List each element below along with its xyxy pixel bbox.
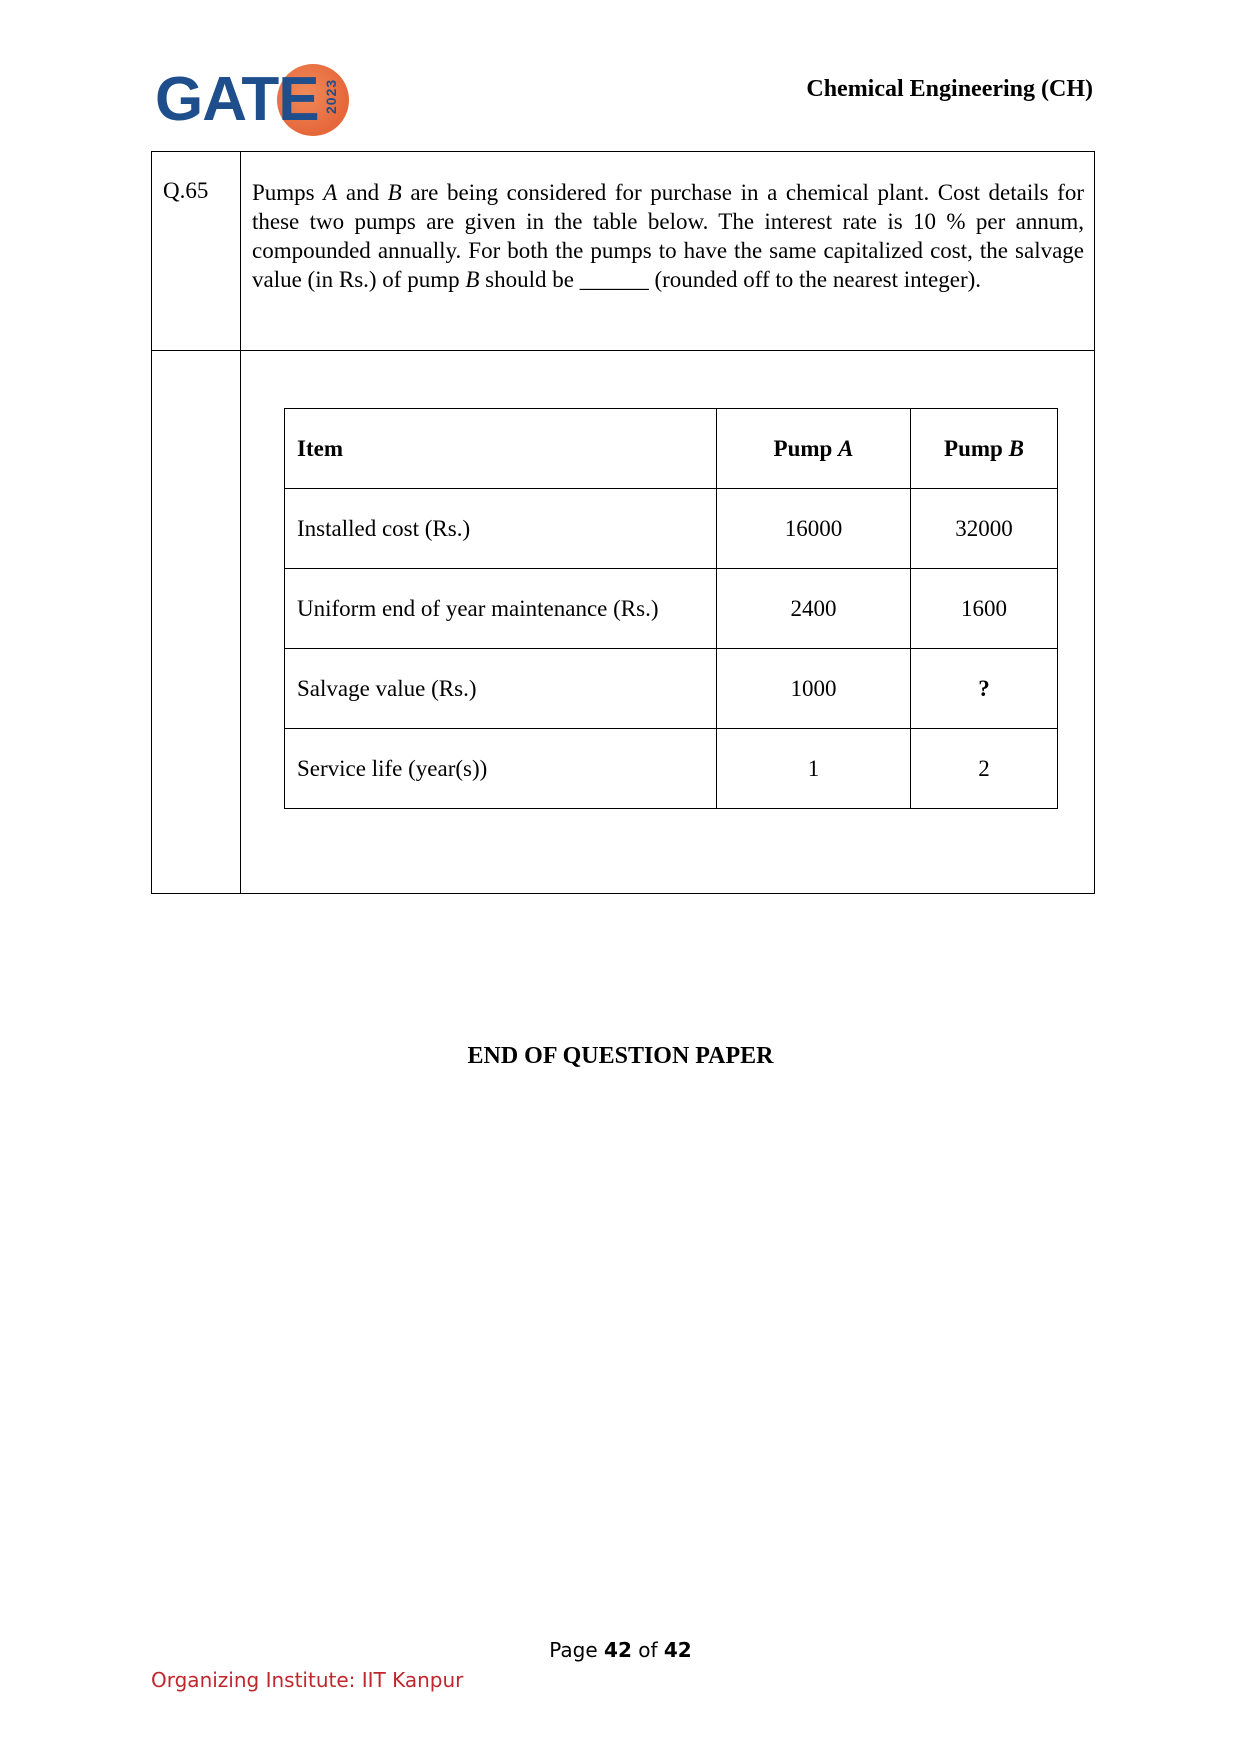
- row-pump-b: 32000: [911, 489, 1058, 569]
- row-pump-a: 1: [717, 729, 911, 809]
- table-row: [285, 569, 1058, 649]
- page-number: Page 42 of 42: [549, 1638, 692, 1662]
- table-header-row: [285, 409, 1058, 489]
- end-of-paper: END OF QUESTION PAPER: [467, 1043, 774, 1069]
- row-pump-b: 2: [911, 729, 1058, 809]
- question-number: Q.65: [163, 178, 209, 203]
- logo-year: 2023: [323, 78, 339, 114]
- subject-title: Chemical Engineering (CH): [806, 76, 1093, 102]
- question-box: [151, 151, 1095, 894]
- row-divider: [152, 350, 1094, 351]
- column-divider: [240, 152, 241, 893]
- table-row: [285, 489, 1058, 569]
- question-text: Pumps A and B are being considered for purchase in a chemical plant. Cost details for these two pumps are given in the table below. The interest rate is 10 % per annum, compounded annually. For both the pumps to have the same capitalized cost, the salvage value (in Rs.) of pump B should be ______ (rounded off to the nearest integer).: [252, 180, 1084, 292]
- organizing-institute: Organizing Institute: IIT Kanpur: [151, 1668, 464, 1692]
- row-item: Salvage value (Rs.): [285, 649, 717, 729]
- logo-text: GATE: [155, 65, 319, 134]
- row-item: Uniform end of year maintenance (Rs.): [285, 569, 717, 649]
- row-item: Installed cost (Rs.): [285, 489, 717, 569]
- table-row: [285, 729, 1058, 809]
- gate-logo: [155, 60, 355, 140]
- header-item: Item: [285, 409, 717, 489]
- header-pump-b: Pump B: [911, 409, 1058, 489]
- row-item: Service life (year(s)): [285, 729, 717, 809]
- pump-cost-table: [284, 408, 1058, 809]
- table-row: [285, 649, 1058, 729]
- row-pump-a: 16000: [717, 489, 911, 569]
- row-pump-b: ?: [911, 649, 1058, 729]
- header-pump-a: Pump A: [717, 409, 911, 489]
- row-pump-a: 2400: [717, 569, 911, 649]
- row-pump-b: 1600: [911, 569, 1058, 649]
- row-pump-a: 1000: [717, 649, 911, 729]
